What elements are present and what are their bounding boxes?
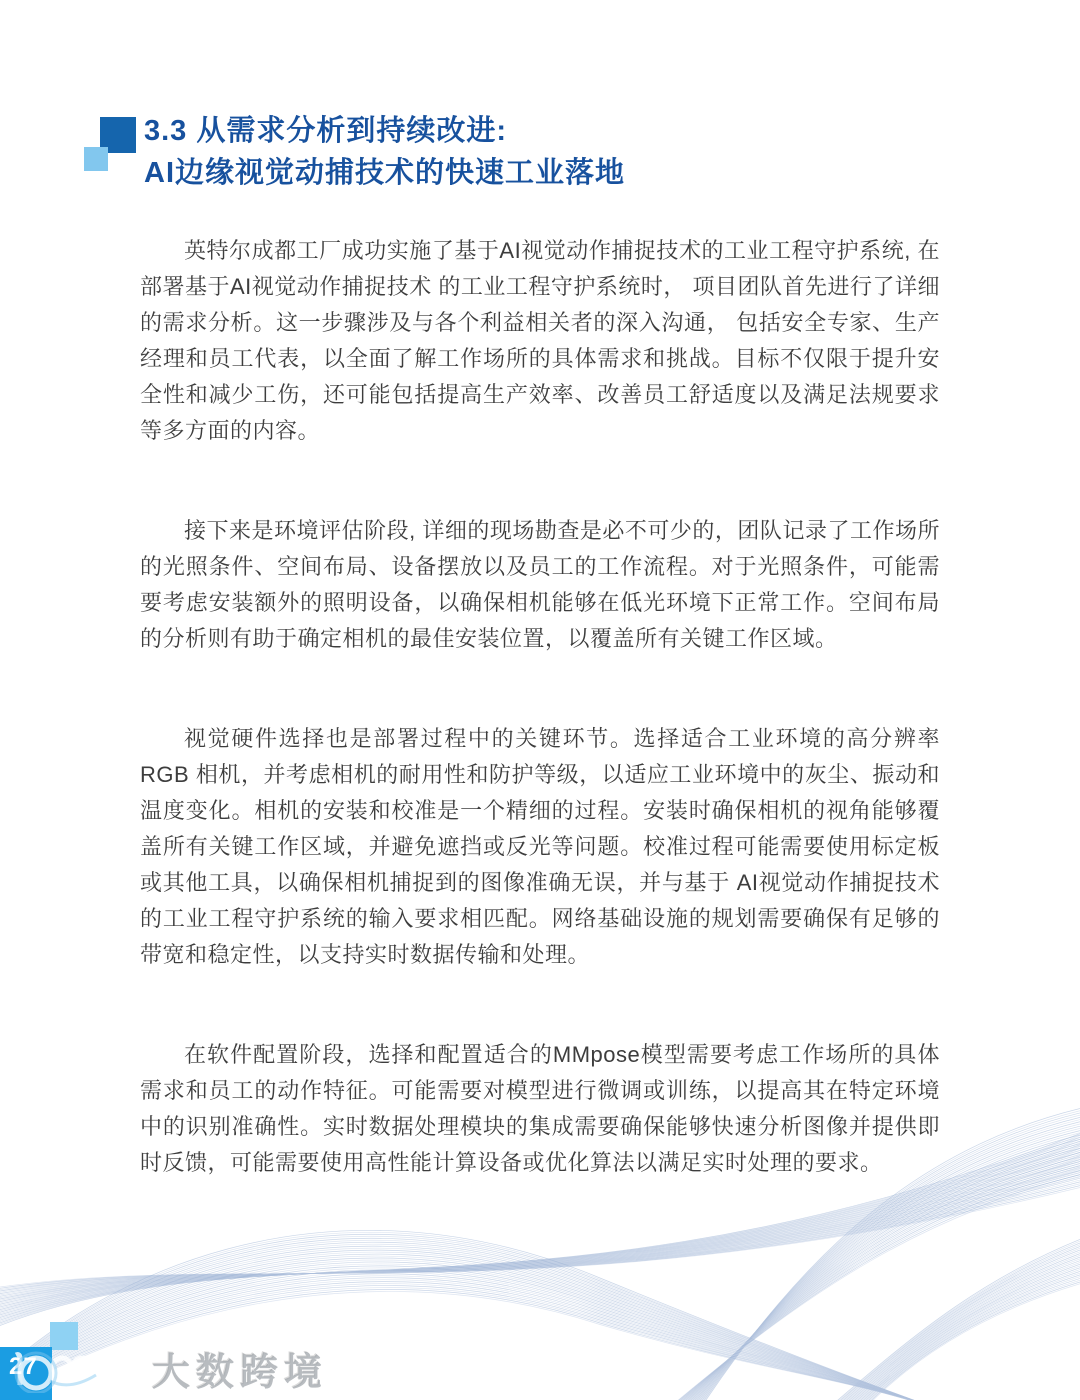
page-number: 27 xyxy=(9,1353,38,1380)
body-paragraph: 在软件配置阶段，选择和配置适合的MMpose模型需要考虑工作场所的具体需求和员工的动作特征。可能需要对模型进行微调或训练，以提高其在特定环境中的识别准确性。实时数据处理模块的集成需要确保能够快速分析图像并提供即时反馈，可能需要使用高性能计算设备或优化算法以满足实时处理的要求。 xyxy=(140,1042,940,1175)
corner-square-light-icon xyxy=(50,1322,78,1350)
section-header xyxy=(84,110,625,194)
body-text xyxy=(140,233,940,1245)
accent-square-light-icon xyxy=(84,147,108,171)
body-paragraph: 视觉硬件选择也是部署过程中的关键环节。选择适合工业环境的高分辨率 RGB 相机，并考虑相机的耐用性和防护等级，以适应工业环境中的灰尘、振动和温度变化。相机的安装和校准是一个精细的过程。安装时确保相机的视角能够覆盖所有关键工作区域，并避免遮挡或反光等问题。校准过程可能需要使用标定板或其他工具，以确保相机捕捉到的图像准确无误，并与基于 AI视觉动作捕捉技术 的工业工程守护系统的输入要求相匹配。网络基础设施的规划需要确保有足够的带宽和稳定性，以支持实时数据传输和处理。 xyxy=(140,726,940,967)
body-paragraph: 接下来是环境评估阶段, 详细的现场勘查是必不可少的，团队记录了工作场所的光照条件、空间布局、设备摆放以及员工的工作流程。对于光照条件，可能需要考虑安装额外的照明设备，以确保相机能够在低光环境下正常工作。空间布局的分析则有助于确定相机的最佳安装位置，以覆盖所有关键工作区域。 xyxy=(140,518,940,651)
header-accent-squares-icon xyxy=(84,110,140,174)
page-number-square xyxy=(0,1347,52,1400)
title-line-1: 3.3 从需求分析到持续改进: xyxy=(144,115,508,147)
watermark-text: 大数跨境 xyxy=(152,1352,329,1394)
body-paragraph: 英特尔成都工厂成功实施了基于AI视觉动作捕捉技术的工业工程守护系统, 在部署基于AI视觉动作捕捉技术 的工业工程守护系统时， 项目团队首先进行了详细的需求分析。这一步骤涉及与各个利益相关者的深入沟通， 包括安全专家、生产经理和员工代表，以全面了解工作场所的具体需求和挑战。目标不仅限于提升安全性和减少工伤，还可能包括提高生产效率、改善员工舒适度以及满足法规要求等多方面的内容。 xyxy=(140,238,941,443)
page-title xyxy=(144,110,625,194)
title-line-2: AI边缘视觉动捕技术的快速工业落地 xyxy=(144,157,626,189)
